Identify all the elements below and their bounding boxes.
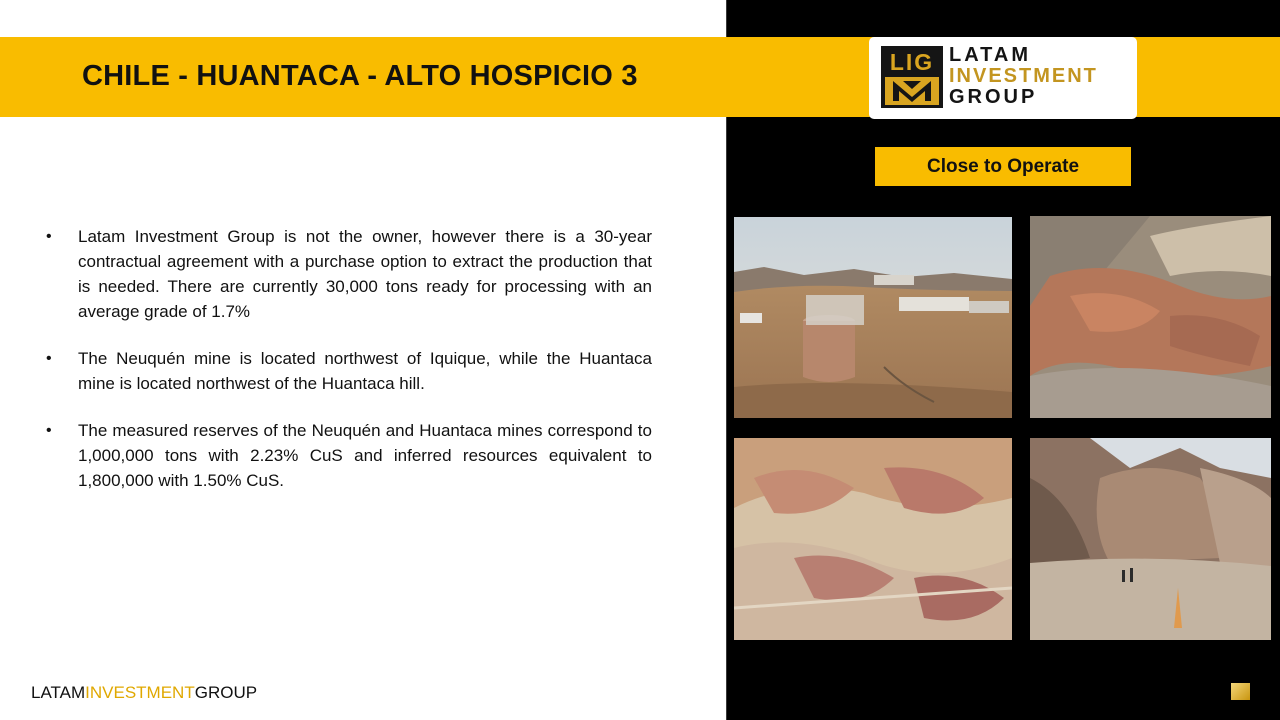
status-badge: Close to Operate <box>875 147 1131 186</box>
bullet-text: The Neuquén mine is located northwest of Iquique, while the Huantaca mine is located northwest of the Huantaca hill. <box>78 349 652 393</box>
logo-line-2: INVESTMENT <box>949 65 1098 87</box>
logo-mark-icon <box>881 46 943 108</box>
company-logo <box>869 37 1137 119</box>
slide-title: CHILE - HUANTACA - ALTO HOSPICIO 3 <box>82 60 638 92</box>
list-item <box>46 346 652 396</box>
bullet-icon: • <box>46 228 52 245</box>
footer-brand-part-2: INVESTMENT <box>85 683 195 702</box>
corner-decoration-icon <box>1231 683 1250 700</box>
logo-line-3: GROUP <box>949 86 1038 108</box>
footer-brand-part-3: GROUP <box>194 683 258 702</box>
rock-face-photo <box>1030 216 1271 418</box>
footer-brand-part-1: LATAM <box>31 683 86 702</box>
logo-line-1: LATAM <box>949 44 1032 66</box>
bullet-icon: • <box>46 422 52 439</box>
mineral-rock-photo <box>734 438 1012 640</box>
mine-site-photo <box>734 217 1012 418</box>
logo-wordmark <box>949 45 1131 108</box>
logo-m-icon <box>885 77 939 105</box>
open-pit-photo <box>1030 438 1271 640</box>
list-item <box>46 224 652 324</box>
logo-mark-text: LIG <box>889 49 935 75</box>
footer-brand <box>31 683 257 703</box>
list-item <box>46 418 652 493</box>
bullet-list <box>46 224 652 515</box>
bullet-text: The measured reserves of the Neuquén and Huantaca mines correspond to 1,000,000 tons with 2.23% CuS and inferred resources equivalent to 1,800,000 with 1.50% CuS. <box>78 421 652 490</box>
bullet-text: Latam Investment Group is not the owner, however there is a 30-year contractual agreement with a purchase option to extract the production that is needed. There are currently 30,000 tons ready for processing with an average grade of 1.7% <box>78 227 652 321</box>
bullet-icon: • <box>46 350 52 367</box>
